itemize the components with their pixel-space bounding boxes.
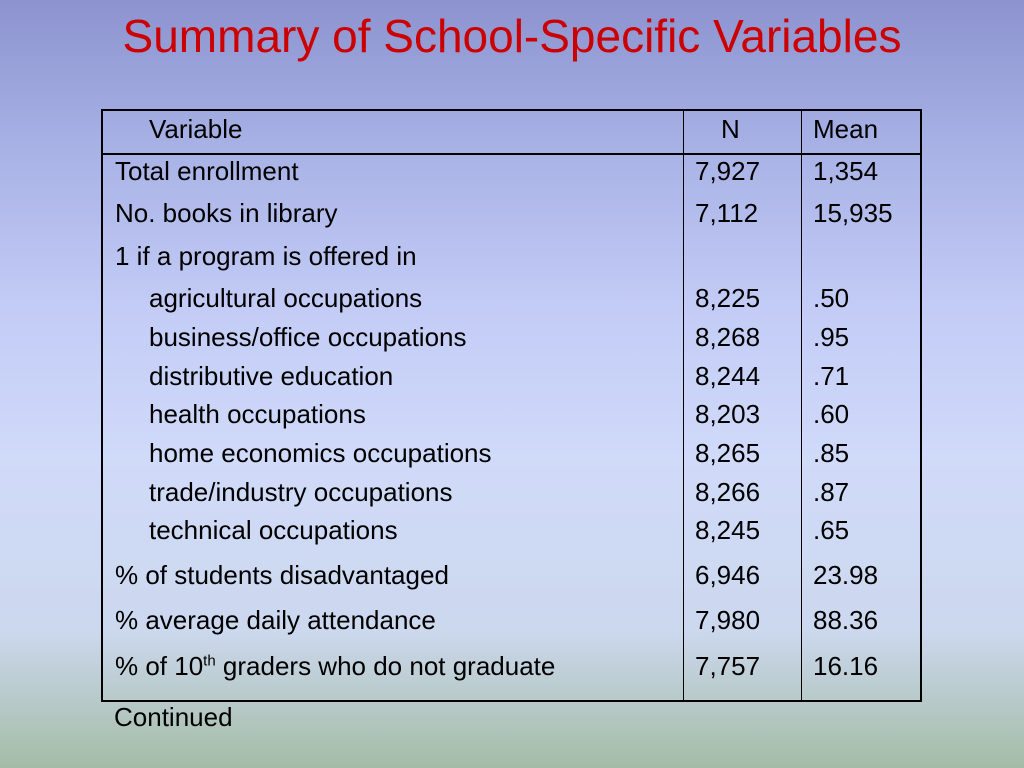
summary-table (101, 109, 922, 702)
row-variable: business/office occupations (149, 322, 467, 352)
row-mean: .95 (813, 322, 850, 352)
row-variable: home economics occupations (149, 438, 492, 468)
row-mean: .71 (813, 361, 850, 391)
row-variable: No. books in library (115, 198, 338, 228)
header-mean: Mean (813, 114, 879, 144)
row-variable: % average daily attendance (115, 605, 436, 635)
row-variable: technical occupations (149, 515, 398, 545)
row-mean: 23.98 (813, 560, 879, 590)
header-n: N (721, 114, 740, 144)
row-mean: 1,354 (813, 156, 879, 186)
row-variable: distributive education (149, 361, 394, 391)
slide-title: Summary of School-Specific Variables (122, 10, 902, 62)
row-variable: agricultural occupations (149, 283, 423, 313)
row-variable: trade/industry occupations (149, 477, 453, 507)
row-variable-post: graders who do not graduate (215, 651, 556, 681)
row-mean: .65 (813, 515, 850, 545)
row-mean: 88.36 (813, 605, 879, 635)
row-mean: .87 (813, 477, 850, 507)
row-n: 8,268 (695, 322, 761, 352)
row-n: 7,112 (695, 198, 759, 228)
row-n: 7,757 (695, 651, 761, 681)
row-mean: .85 (813, 438, 850, 468)
row-n: 8,225 (695, 283, 761, 313)
row-variable (115, 650, 555, 682)
row-variable-pre: % of 10 (115, 651, 204, 681)
row-n: 7,980 (695, 605, 761, 635)
row-n: 7,927 (695, 156, 761, 186)
row-variable-sup: th (203, 652, 216, 670)
continued-note: Continued (114, 702, 233, 732)
row-variable: Total enrollment (115, 156, 299, 186)
row-mean: 16.16 (813, 651, 879, 681)
row-n: 8,244 (695, 361, 761, 391)
table-header-row (103, 111, 920, 155)
header-variable: Variable (149, 114, 243, 144)
row-mean: .60 (813, 399, 850, 429)
column-divider-n (683, 111, 684, 700)
row-n: 8,265 (695, 438, 761, 468)
column-divider-mean (801, 111, 802, 700)
row-n: 6,946 (695, 560, 761, 590)
row-variable: health occupations (149, 399, 366, 429)
row-variable: % of students disadvantaged (115, 560, 449, 590)
row-n: 8,245 (695, 515, 761, 545)
row-n: 8,203 (695, 399, 761, 429)
row-mean: 15,935 (813, 198, 893, 228)
row-variable: 1 if a program is offered in (115, 241, 417, 271)
row-n: 8,266 (695, 477, 761, 507)
row-mean: .50 (813, 283, 850, 313)
